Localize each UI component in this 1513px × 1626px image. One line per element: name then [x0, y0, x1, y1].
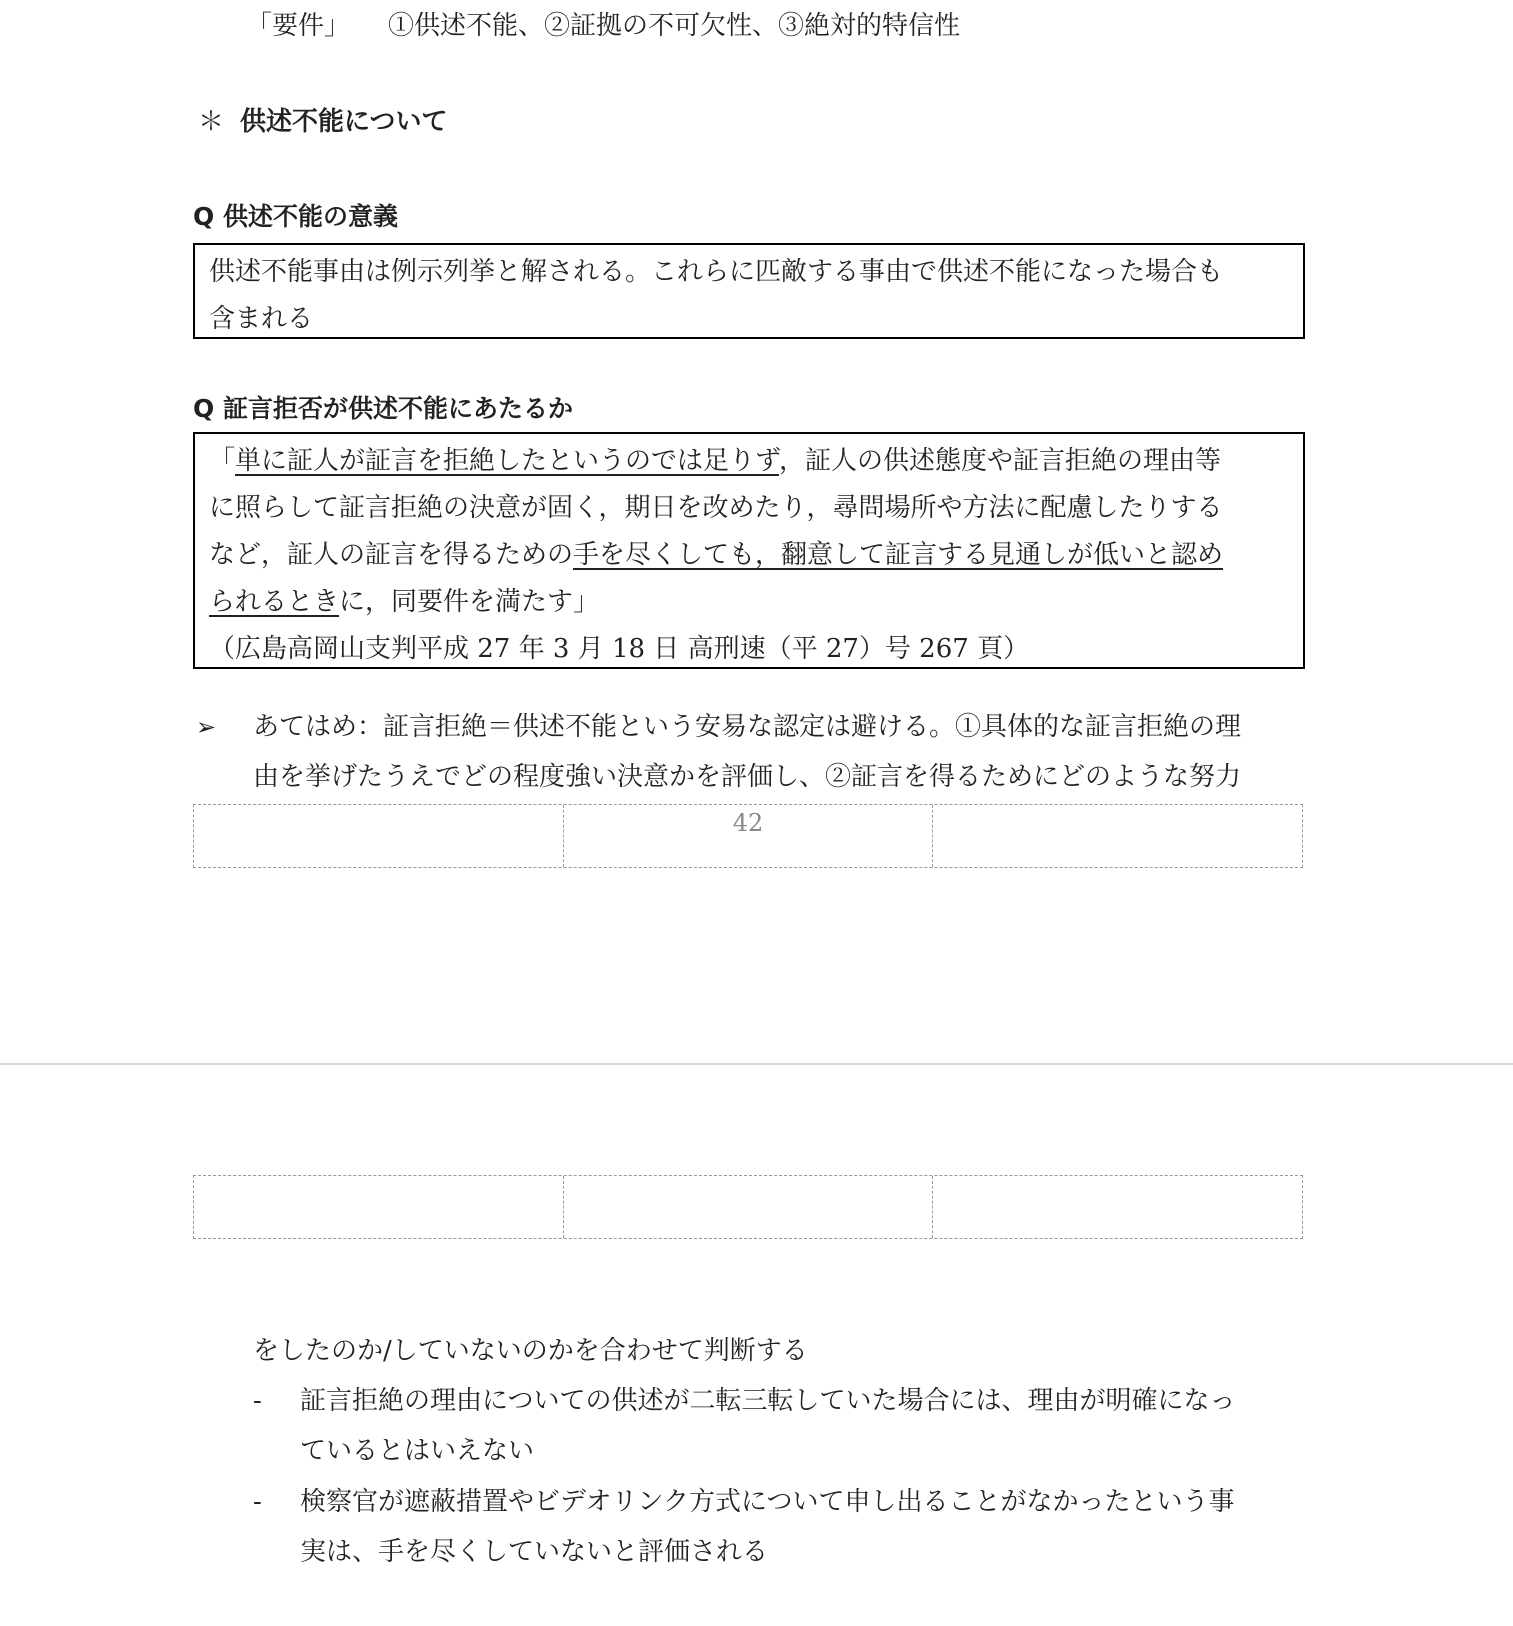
footer-cell: [564, 805, 934, 867]
quote-text: ，証人の供述態度や証言拒絶の理由等: [778, 446, 1221, 476]
requirements-text: ①供述不能、②証拠の不可欠性、③絶対的特信性: [388, 11, 961, 41]
page-number: 42: [732, 809, 764, 837]
page-header: [193, 1175, 1303, 1239]
answer-line: 供述不能事由は例示列挙と解される。これらに匹敵する事由で供述不能になった場合も: [209, 257, 1224, 287]
quote-line: に照らして証言拒絶の決意が固く，期日を改めたり，尋問場所や方法に配慮したりする: [209, 493, 1223, 523]
requirements-line: [246, 8, 960, 44]
answer-box-1: [193, 243, 1305, 339]
quote-line: [209, 438, 1289, 485]
footer-cell: [194, 805, 564, 867]
header-cell: [194, 1176, 564, 1238]
footer-cell: [933, 805, 1302, 867]
quote-open: 「: [209, 446, 236, 476]
application-line-3: をしたのか/していないのかを合わせて判断する: [253, 1336, 808, 1366]
answer-box-2: [193, 432, 1305, 669]
answer-line: 含まれる: [209, 304, 314, 334]
underlined-text: られるとき: [209, 587, 340, 617]
quote-line: [209, 579, 1289, 626]
application-line-2: 由を挙げたうえでどの程度強い決意かを評価し、②証言を得るためにどのような努力: [253, 762, 1242, 792]
question-heading-2: Q 証言拒否が供述不能にあたるか: [193, 394, 573, 423]
underlined-text: 単に証人が証言を拒絶したというのでは足りず: [235, 446, 779, 476]
point-1-line-1: 証言拒絶の理由についての供述が二転三転していた場合には、理由が明確になっ: [300, 1386, 1236, 1416]
dash-bullet: -: [253, 1487, 262, 1517]
point-2-line-1: 検察官が遮蔽措置やビデオリンク方式について申し出ることがなかったという事: [300, 1487, 1235, 1517]
question-heading-1: Q 供述不能の意義: [193, 202, 398, 231]
quote-line: [209, 532, 1289, 579]
application-line-1: あてはめ：証言拒絶＝供述不能という安易な認定は避ける。①具体的な証言拒絶の理: [253, 712, 1242, 742]
underlined-text: 手を尽くしても，翻意して証言する見通しが低いと認め: [573, 540, 1224, 570]
case-citation: （広島高岡山支判平成 27 年 3 月 18 日 高刑速（平 27）号 267 頁）: [209, 634, 1030, 664]
section-heading: [198, 104, 447, 140]
header-cell: [564, 1176, 934, 1238]
page-footer: [193, 804, 1303, 868]
dash-bullet: -: [253, 1386, 262, 1416]
point-1-line-2: ているとはいえない: [300, 1436, 535, 1466]
quote-text: に，同要件を満たす」: [339, 587, 600, 617]
header-cell: [933, 1176, 1302, 1238]
point-2-line-2: 実は、手を尽くしていないと評価される: [300, 1537, 769, 1567]
quote-text: など，証人の証言を得るための: [209, 540, 574, 570]
page-break-divider: [0, 1063, 1513, 1065]
asterisk-marker: ＊: [198, 107, 225, 137]
section-title: 供述不能について: [240, 107, 448, 137]
requirements-label: 「要件」: [246, 11, 351, 41]
arrow-bullet-icon: ➢: [196, 713, 217, 741]
